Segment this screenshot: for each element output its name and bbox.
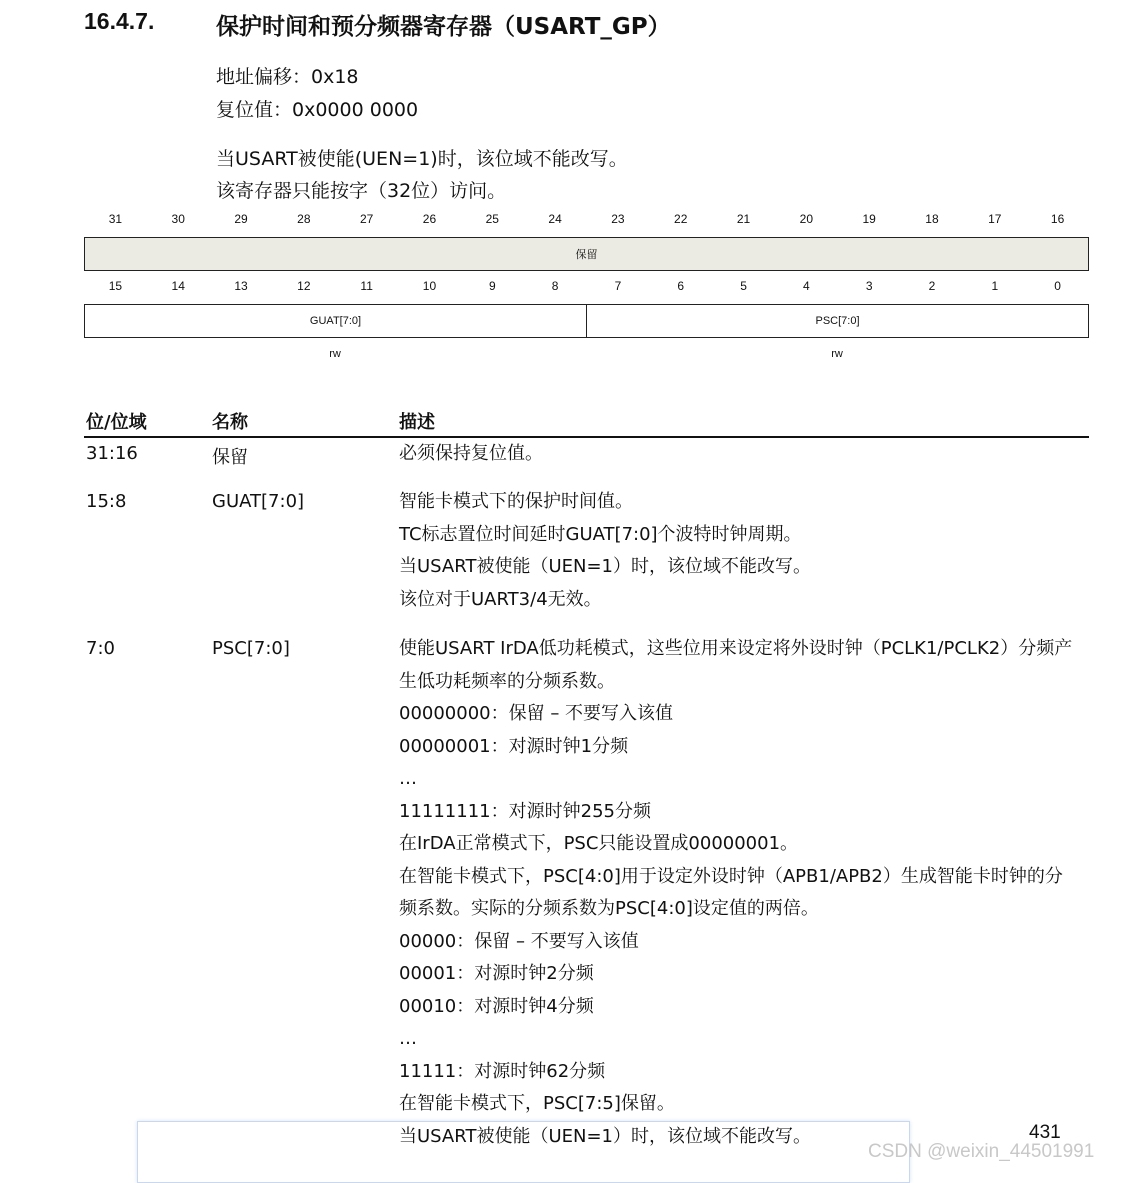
desc-line: 11111：对源时钟62分频 — [399, 1060, 606, 1082]
bit-number: 3 — [865, 279, 873, 293]
row1-name: 保留 — [212, 447, 248, 468]
desc-line: 必须保持复位值。 — [399, 443, 543, 464]
bit-number: 4 — [803, 279, 810, 293]
row3-bits: 7:0 — [86, 638, 115, 659]
bit-number: 10 — [422, 279, 437, 293]
table-header-desc: 描述 — [399, 412, 435, 433]
section-title: 保护时间和预分频器寄存器（USART_GP） — [216, 14, 671, 40]
bit-number: 22 — [674, 212, 688, 226]
bit-number: 25 — [485, 212, 499, 226]
field-guat — [84, 304, 587, 338]
field-guat-access: rw — [329, 348, 341, 360]
desc-line: 在智能卡模式下，PSC[7:5]保留。 — [399, 1093, 675, 1114]
bit-number: 15 — [108, 279, 123, 293]
desc-line: 当USART被使能（UEN=1）时，该位域不能改写。 — [399, 1125, 811, 1147]
row2-name: GUAT[7:0] — [212, 491, 305, 512]
row3-name: PSC[7:0] — [212, 638, 290, 659]
bit-number: 16 — [1050, 212, 1065, 226]
field-psc-access: rw — [831, 348, 843, 360]
access-note-2: 该寄存器只能按字（32位）访问。 — [216, 180, 507, 202]
desc-line: TC标志置位时间延时GUAT[7:0]个波特时钟周期。 — [399, 523, 802, 545]
bit-number: 29 — [234, 212, 248, 226]
watermark: CSDN @weixin_44501991 — [868, 1141, 1095, 1162]
bit-number: 6 — [677, 279, 685, 293]
field-psc — [587, 304, 1089, 338]
desc-line: 当USART被使能（UEN=1）时，该位域不能改写。 — [399, 556, 811, 577]
desc-line: 00001：对源时钟2分频 — [399, 963, 594, 984]
bit-number: 30 — [171, 212, 185, 226]
reset-value: 复位值：0x0000 0000 — [216, 99, 419, 121]
bit-number: 20 — [799, 212, 814, 226]
bit-number: 7 — [614, 279, 622, 293]
row1-desc — [399, 438, 1089, 471]
bit-number: 5 — [740, 279, 747, 293]
table-header-name: 名称 — [212, 412, 248, 433]
row3-desc — [399, 633, 1089, 1153]
desc-line: 在智能卡模式下，PSC[4:0]用于设定外设时钟（APB1/APB2）生成智能卡时钟的分 — [399, 865, 1063, 887]
desc-line: … — [399, 1028, 417, 1049]
bit-number: 18 — [925, 212, 939, 226]
bit-number: 14 — [171, 279, 185, 293]
bit-number: 26 — [422, 212, 437, 226]
bit-number: 11 — [360, 279, 373, 293]
bit-number: 12 — [297, 279, 311, 293]
bit-number: 19 — [862, 212, 876, 226]
bit-number: 8 — [551, 279, 559, 293]
desc-line: 生低功耗频率的分频系数。 — [399, 670, 615, 692]
bit-number: 27 — [359, 212, 374, 226]
field-guat-label: GUAT[7:0] — [309, 315, 362, 327]
row1-bits: 31:16 — [86, 443, 138, 464]
desc-line: 11111111：对源时钟255分频 — [399, 800, 651, 822]
row2-bits: 15:8 — [86, 491, 127, 512]
bit-number: 2 — [928, 279, 936, 293]
page-number: 431 — [1029, 1122, 1061, 1143]
section-number: 16.4.7. — [84, 8, 155, 34]
bit-number: 13 — [234, 279, 248, 293]
bit-number: 24 — [548, 212, 562, 226]
bit-number: 31 — [108, 212, 123, 226]
bit-number: 17 — [988, 212, 1002, 226]
desc-line: 00010：对源时钟4分频 — [399, 995, 594, 1017]
reserved-label: 保留 — [575, 249, 598, 261]
desc-line: 00000000：保留 – 不要写入该值 — [399, 703, 674, 724]
desc-line: 使能USART IrDA低功耗模式，这些位用来设定将外设时钟（PCLK1/PCLK2）分频产 — [399, 638, 1073, 659]
bit-numbers-low — [84, 279, 1089, 299]
row2-desc — [399, 486, 1089, 616]
desc-line: 00000001：对源时钟1分频 — [399, 735, 629, 757]
bit-number: 21 — [736, 212, 751, 226]
bit-number: 28 — [297, 212, 311, 226]
desc-line: 在IrDA正常模式下，PSC只能设置成00000001。 — [399, 833, 799, 854]
bit-number: 1 — [991, 279, 999, 293]
reserved-field — [84, 237, 1089, 271]
access-note-1: 当USART被使能(UEN=1)时，该位域不能改写。 — [216, 148, 628, 170]
address-offset: 地址偏移：0x18 — [216, 66, 359, 88]
desc-line: 智能卡模式下的保护时间值。 — [399, 491, 633, 512]
desc-line: 00000：保留 – 不要写入该值 — [399, 930, 639, 952]
desc-line: 频系数。实际的分频系数为PSC[4:0]设定值的两倍。 — [399, 898, 819, 919]
bit-numbers-high — [84, 212, 1089, 232]
bit-number: 23 — [611, 212, 625, 226]
overlay-panel — [137, 1121, 910, 1183]
bit-number: 9 — [488, 279, 496, 293]
desc-line: 该位对于UART3/4无效。 — [399, 588, 602, 610]
table-header-bits: 位/位域 — [86, 412, 147, 433]
desc-line: … — [399, 768, 417, 789]
bit-number: 0 — [1054, 279, 1061, 293]
field-psc-label: PSC[7:0] — [815, 315, 860, 327]
register-fields — [84, 304, 1089, 338]
